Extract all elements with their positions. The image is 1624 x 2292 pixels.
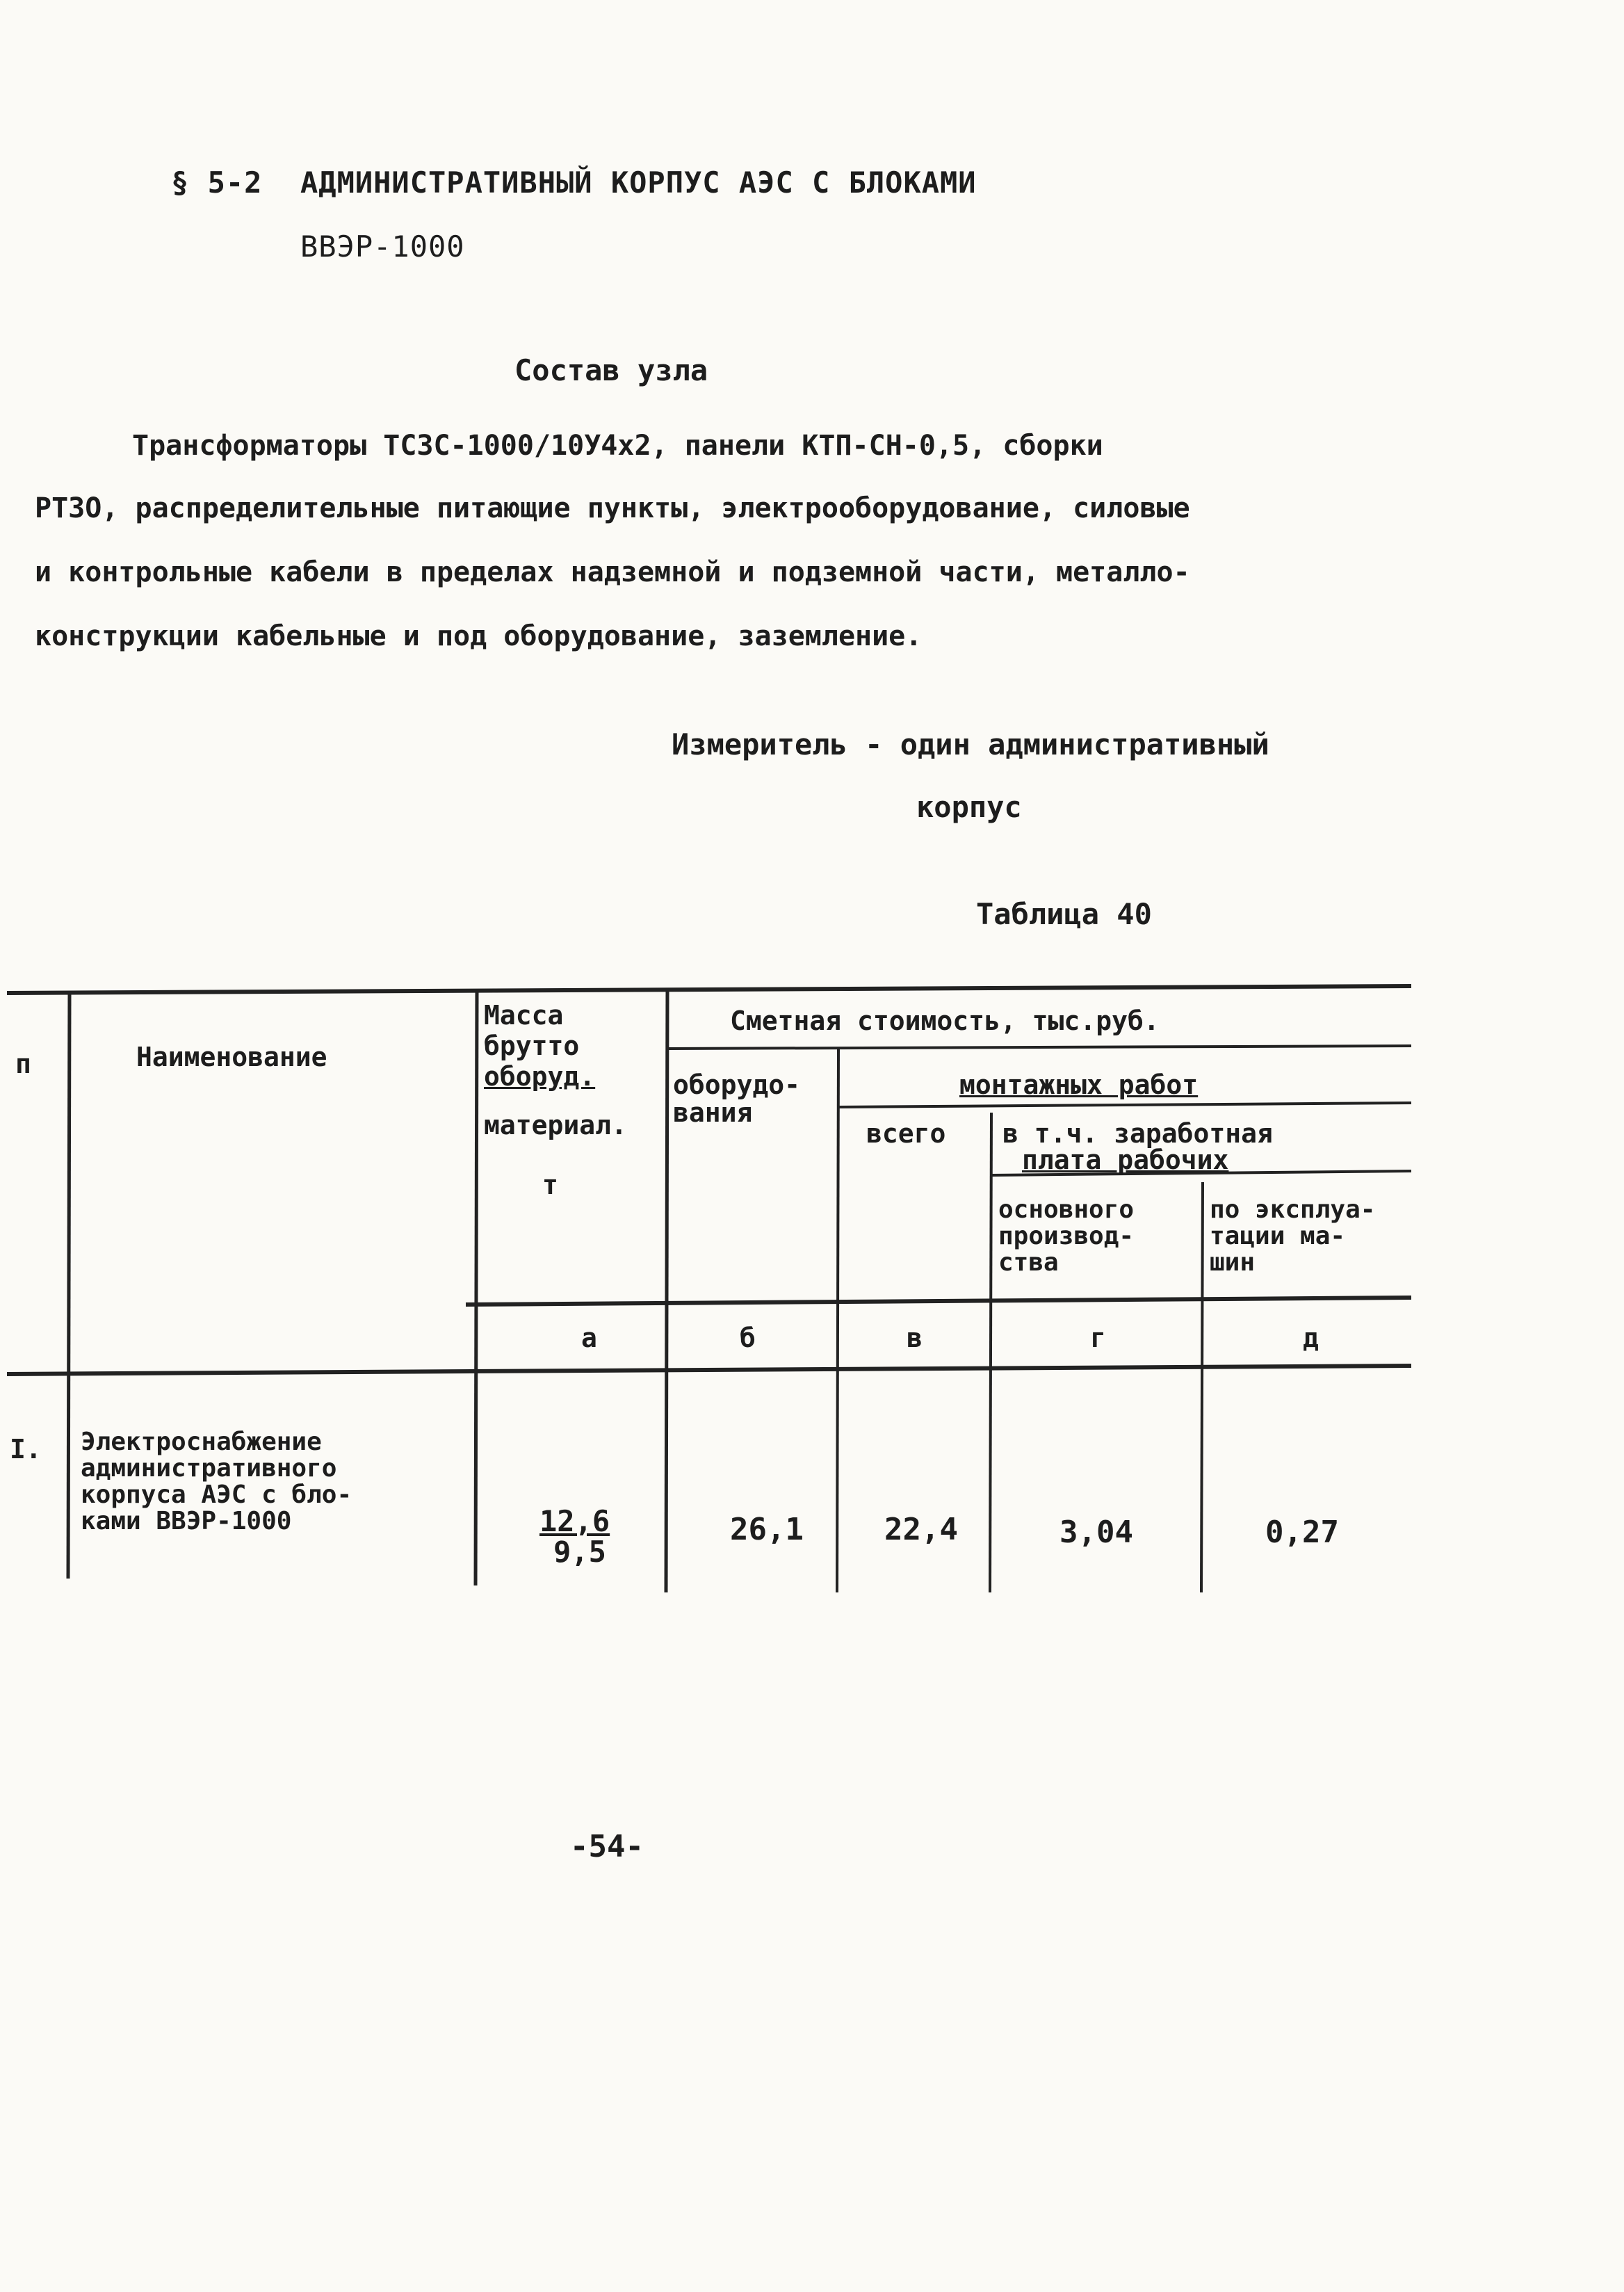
row-main: 3,04 [1059, 1515, 1133, 1550]
header-main-line2: производ- [998, 1222, 1135, 1250]
header-incl-line1: в т.ч. заработная [1002, 1118, 1273, 1149]
composition-line4: конструкции кабельные и под оборудование, заземление. [35, 620, 923, 652]
header-equipment-line1: оборудо- [673, 1070, 801, 1100]
row-total: 22,4 [884, 1512, 958, 1547]
row-name-line4: ками ВВЭР-1000 [81, 1507, 292, 1535]
header-main-line1: основного [998, 1195, 1135, 1224]
meter-line1: Измеритель - один административный [672, 727, 1269, 761]
section-title-line1: АДМИНИСТРАТИВНЫЙ КОРПУС АЭС С БЛОКАМИ [300, 166, 977, 200]
row-mass-material: 9,5 [553, 1535, 606, 1569]
row-num: I. [10, 1434, 42, 1464]
composition-line2: РТЗО, распределительные питающие пункты, электрооборудование, силовые [35, 492, 1190, 524]
section-number: § 5-2 [171, 166, 263, 200]
row-name-line2: административного [81, 1454, 337, 1483]
header-machine-line1: по эксплуа- [1210, 1195, 1376, 1224]
header-estimate: Сметная стоимость, тыс.руб. [730, 1006, 1160, 1036]
header-total: всего [866, 1118, 946, 1149]
header-installation: монтажных работ [959, 1070, 1199, 1100]
header-main-line3: ства [998, 1248, 1059, 1277]
meter-line2: корпус [916, 790, 1022, 824]
header-name: Наименование [136, 1042, 327, 1072]
header-num: п [15, 1049, 31, 1079]
row-name-line1: Электроснабжение [81, 1428, 322, 1456]
composition-heading: Состав узла [514, 353, 708, 387]
composition-line1: Трансформаторы ТСЗС-1000/10У4х2, панели КТП-СН-0,5, сборки [132, 430, 1103, 462]
header-machine-line2: тации ма- [1210, 1222, 1346, 1250]
header-equipment-line2: вания [673, 1097, 753, 1128]
header-mass-line4: материал. [484, 1110, 627, 1140]
section-title-line2: ВВЭР-1000 [300, 229, 465, 264]
row-equipment: 26,1 [730, 1512, 804, 1547]
header-mass-line2: брутто [484, 1031, 580, 1061]
letter-d: д [1303, 1323, 1319, 1353]
row-machine: 0,27 [1265, 1515, 1339, 1550]
header-mass-line1: Масса [484, 1000, 564, 1031]
letter-b: б [740, 1323, 756, 1353]
header-mass-unit: т [542, 1170, 558, 1200]
composition-line3: и контрольные кабели в пределах надземной и подземной части, металло- [35, 556, 1190, 588]
letter-g: г [1090, 1323, 1106, 1353]
row-mass-equipment: 12,6 [539, 1504, 610, 1538]
header-machine-line3: шин [1210, 1248, 1256, 1277]
header-incl-line2: плата рабочих [1022, 1145, 1229, 1175]
row-name-line3: корпуса АЭС с бло- [81, 1480, 352, 1509]
page-number: -54- [570, 1829, 644, 1864]
header-mass-line3: оборуд. [484, 1061, 596, 1092]
letter-a: а [581, 1323, 597, 1353]
letter-v: в [907, 1323, 923, 1353]
table-caption: Таблица 40 [976, 897, 1152, 931]
